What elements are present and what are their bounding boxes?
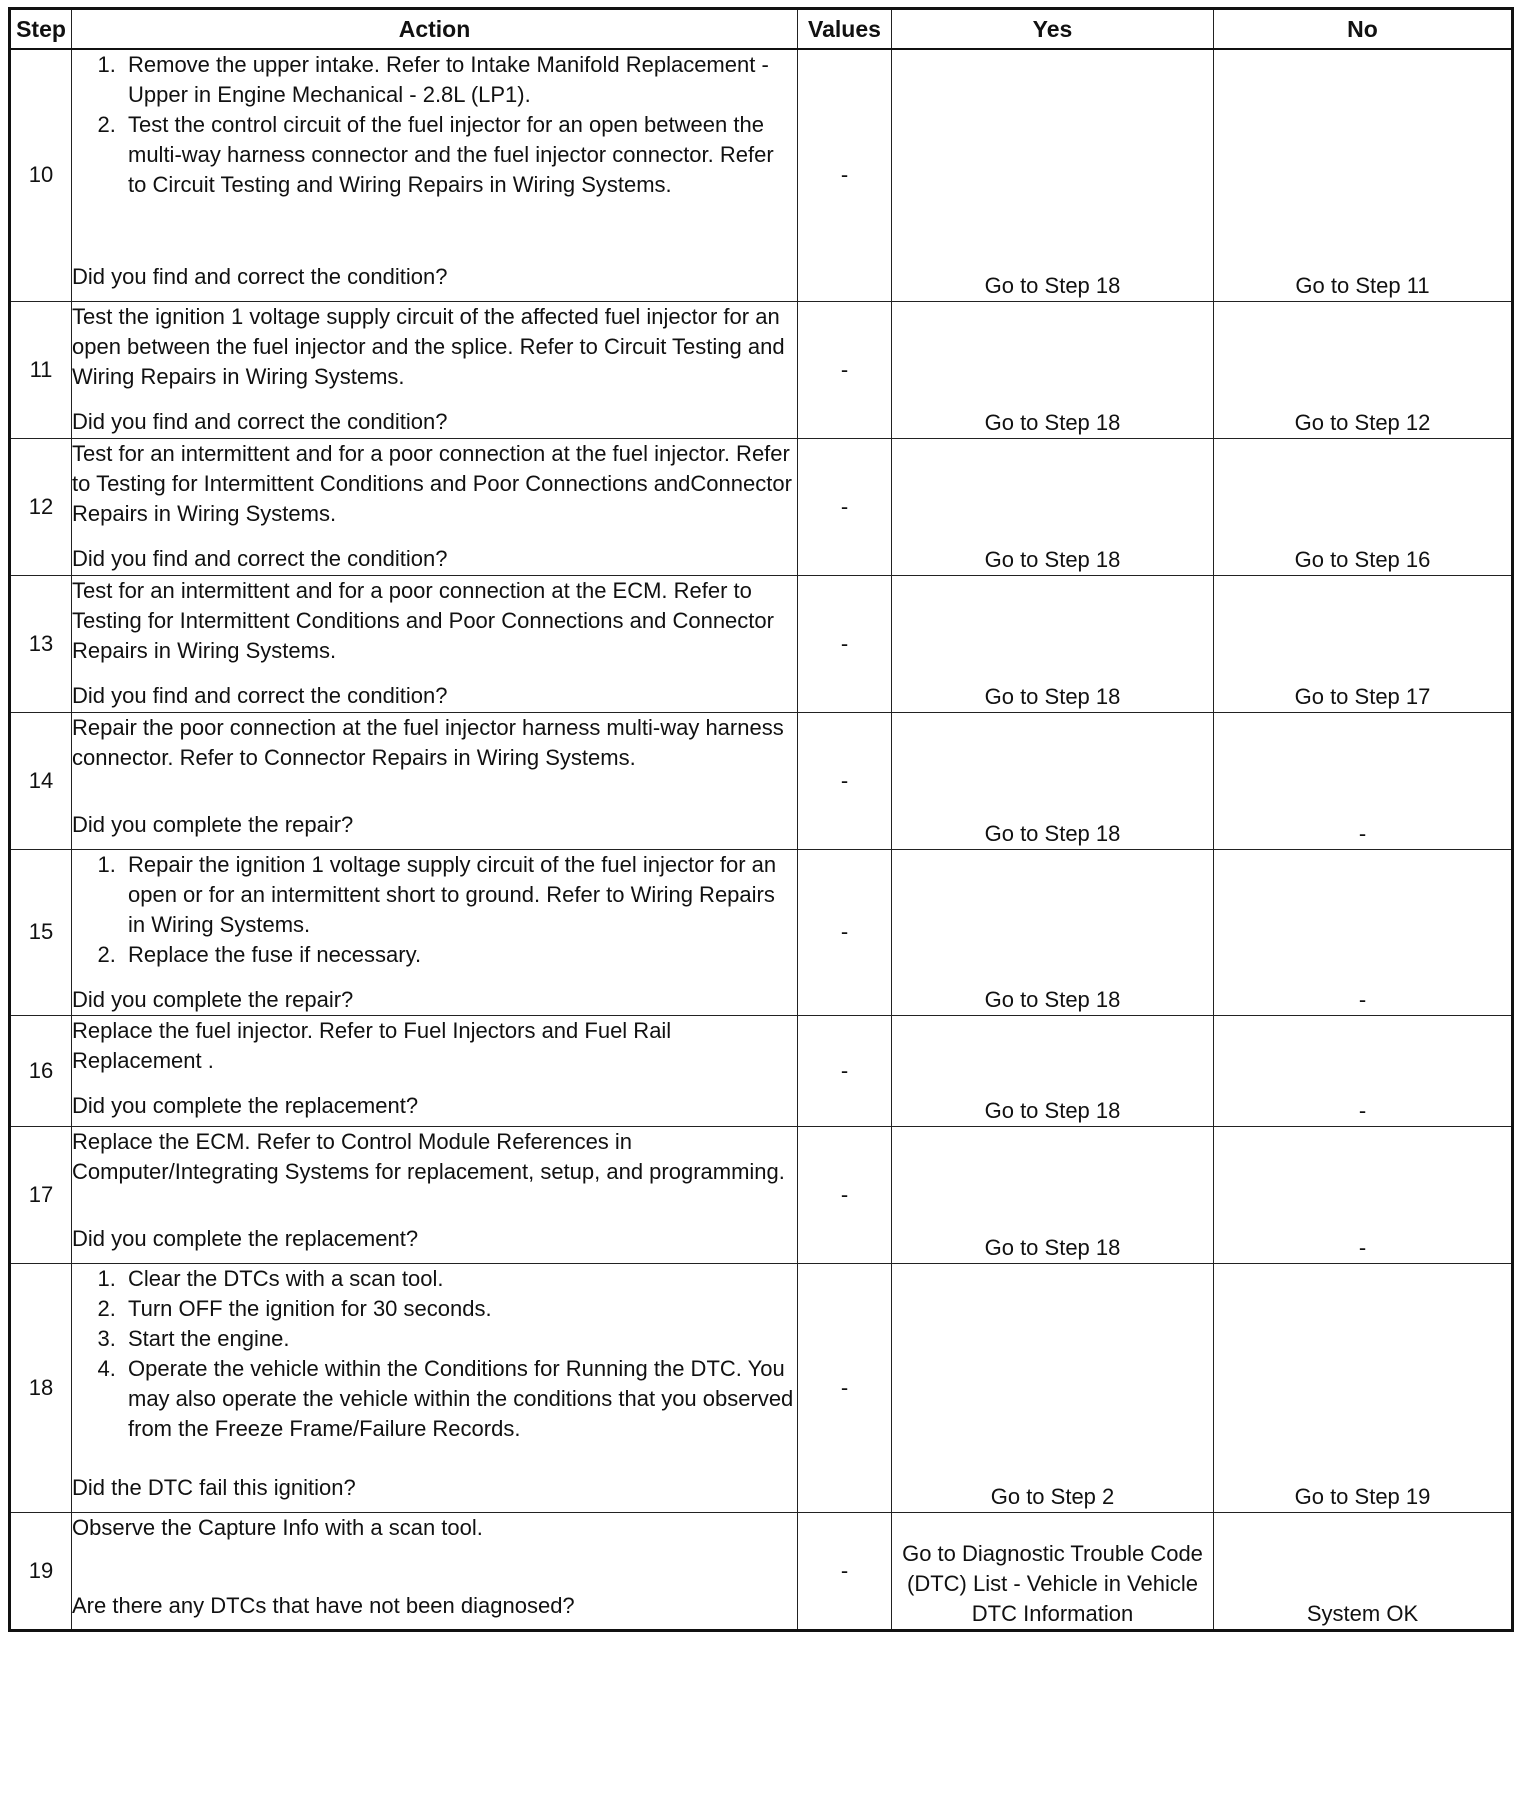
action-text: Observe the Capture Info with a scan tool. bbox=[72, 1514, 483, 1540]
table-row bbox=[10, 849, 1513, 1015]
values-cell: - bbox=[798, 301, 892, 438]
no-cell: - bbox=[1214, 712, 1513, 849]
action-step-item: 1. Remove the upper intake. Refer to Intake Manifold Replacement - Upper in Engine Mechanical - 2.8L (LP1). bbox=[122, 50, 797, 110]
step-number: 15 bbox=[10, 849, 72, 1015]
header-values: Values bbox=[798, 9, 892, 50]
action-step-list bbox=[72, 850, 797, 970]
yes-cell: Go to Step 18 bbox=[892, 575, 1214, 712]
action-step-list bbox=[72, 1264, 797, 1444]
step-number: 10 bbox=[10, 49, 72, 301]
values-cell: - bbox=[798, 1512, 892, 1630]
values-cell: - bbox=[798, 438, 892, 575]
table-row bbox=[10, 575, 1513, 712]
action-cell bbox=[72, 1512, 798, 1630]
no-cell: - bbox=[1214, 1015, 1513, 1126]
step-number: 11 bbox=[10, 301, 72, 438]
action-question: Did the DTC fail this ignition? bbox=[72, 1474, 356, 1500]
values-cell: - bbox=[798, 49, 892, 301]
action-cell bbox=[72, 1263, 798, 1512]
table-row bbox=[10, 1126, 1513, 1263]
table-row bbox=[10, 49, 1513, 301]
action-text: Replace the fuel injector. Refer to Fuel Injectors and Fuel Rail Replacement . bbox=[72, 1017, 672, 1073]
no-cell: Go to Step 16 bbox=[1214, 438, 1513, 575]
values-cell: - bbox=[798, 575, 892, 712]
step-number: 19 bbox=[10, 1512, 72, 1630]
values-cell: - bbox=[798, 1263, 892, 1512]
values-cell: - bbox=[798, 849, 892, 1015]
step-number: 13 bbox=[10, 575, 72, 712]
diagnostic-table bbox=[8, 7, 1514, 1632]
table-row bbox=[10, 1263, 1513, 1512]
table-row bbox=[10, 301, 1513, 438]
action-text: Test for an intermittent and for a poor connection at the fuel injector. Refer to Testing for Intermittent Conditions and Poor Connections andConnector Repairs in Wiring Systems. bbox=[72, 440, 792, 526]
step-number: 16 bbox=[10, 1015, 72, 1126]
yes-cell: Go to Step 18 bbox=[892, 49, 1214, 301]
action-cell bbox=[72, 1015, 798, 1126]
yes-cell: Go to Step 18 bbox=[892, 712, 1214, 849]
action-step-item: 1. Clear the DTCs with a scan tool. bbox=[122, 1264, 797, 1294]
table-row bbox=[10, 712, 1513, 849]
yes-cell: Go to Diagnostic Trouble Code (DTC) List - Vehicle in Vehicle DTC Information bbox=[892, 1512, 1214, 1630]
no-cell: - bbox=[1214, 849, 1513, 1015]
no-cell: Go to Step 12 bbox=[1214, 301, 1513, 438]
action-question: Did you complete the repair? bbox=[72, 811, 354, 837]
action-cell bbox=[72, 849, 798, 1015]
no-cell: System OK bbox=[1214, 1512, 1513, 1630]
action-step-list bbox=[72, 50, 797, 200]
no-cell: - bbox=[1214, 1126, 1513, 1263]
action-question: Are there any DTCs that have not been diagnosed? bbox=[72, 1592, 575, 1618]
action-step-item: 3. Start the engine. bbox=[122, 1324, 797, 1354]
action-step-item: 4. Operate the vehicle within the Conditions for Running the DTC. You may also operate the vehicle within the conditions that you observed from the Freeze Frame/Failure Records. bbox=[122, 1354, 797, 1444]
action-question: Did you complete the replacement? bbox=[72, 1092, 419, 1118]
yes-cell: Go to Step 18 bbox=[892, 438, 1214, 575]
action-text: Repair the poor connection at the fuel injector harness multi-way harness connector. Refer to Connector Repairs in Wiring Systems. bbox=[72, 714, 784, 770]
yes-cell: Go to Step 18 bbox=[892, 1015, 1214, 1126]
yes-cell: Go to Step 18 bbox=[892, 301, 1214, 438]
action-cell bbox=[72, 575, 798, 712]
table-row bbox=[10, 438, 1513, 575]
header-yes: Yes bbox=[892, 9, 1214, 50]
step-number: 17 bbox=[10, 1126, 72, 1263]
action-question: Did you find and correct the condition? bbox=[72, 545, 448, 571]
action-cell bbox=[72, 712, 798, 849]
header-step: Step bbox=[10, 9, 72, 50]
no-cell: Go to Step 19 bbox=[1214, 1263, 1513, 1512]
no-cell: Go to Step 17 bbox=[1214, 575, 1513, 712]
action-step-item: 2. Test the control circuit of the fuel injector for an open between the multi-way harness connector and the fuel injector connector. Refer to Circuit Testing and Wiring Repairs in Wiring Systems. bbox=[122, 110, 797, 200]
action-cell bbox=[72, 1126, 798, 1263]
header-action: Action bbox=[72, 9, 798, 50]
action-question: Did you find and correct the condition? bbox=[72, 682, 448, 708]
action-question: Did you complete the repair? bbox=[72, 986, 354, 1012]
yes-cell: Go to Step 18 bbox=[892, 1126, 1214, 1263]
action-step-item: 2. Turn OFF the ignition for 30 seconds. bbox=[122, 1294, 797, 1324]
header-row bbox=[10, 9, 1513, 50]
action-step-item: 2. Replace the fuse if necessary. bbox=[122, 940, 797, 970]
header-no: No bbox=[1214, 9, 1513, 50]
action-cell bbox=[72, 49, 798, 301]
action-text: Test for an intermittent and for a poor connection at the ECM. Refer to Testing for Intermittent Conditions and Poor Connections and Connector Repairs in Wiring Systems. bbox=[72, 577, 774, 663]
action-cell bbox=[72, 438, 798, 575]
action-text: Replace the ECM. Refer to Control Module References in Computer/Integrating Systems for replacement, setup, and programming. bbox=[72, 1128, 785, 1184]
step-number: 12 bbox=[10, 438, 72, 575]
action-question: Did you complete the replacement? bbox=[72, 1225, 419, 1251]
step-number: 14 bbox=[10, 712, 72, 849]
action-text: Test the ignition 1 voltage supply circuit of the affected fuel injector for an open between the fuel injector and the splice. Refer to Circuit Testing and Wiring Repairs in Wiring Systems. bbox=[72, 303, 785, 389]
table-body bbox=[10, 49, 1513, 1630]
values-cell: - bbox=[798, 1015, 892, 1126]
values-cell: - bbox=[798, 1126, 892, 1263]
action-question: Did you find and correct the condition? bbox=[72, 264, 448, 289]
table-row bbox=[10, 1512, 1513, 1630]
action-cell bbox=[72, 301, 798, 438]
action-step-item: 1. Repair the ignition 1 voltage supply circuit of the fuel injector for an open or for an intermittent short to ground. Refer to Wiring Repairs in Wiring Systems. bbox=[122, 850, 797, 940]
values-cell: - bbox=[798, 712, 892, 849]
no-cell: Go to Step 11 bbox=[1214, 49, 1513, 301]
table-row bbox=[10, 1015, 1513, 1126]
action-question: Did you find and correct the condition? bbox=[72, 408, 448, 434]
yes-cell: Go to Step 2 bbox=[892, 1263, 1214, 1512]
step-number: 18 bbox=[10, 1263, 72, 1512]
yes-cell: Go to Step 18 bbox=[892, 849, 1214, 1015]
